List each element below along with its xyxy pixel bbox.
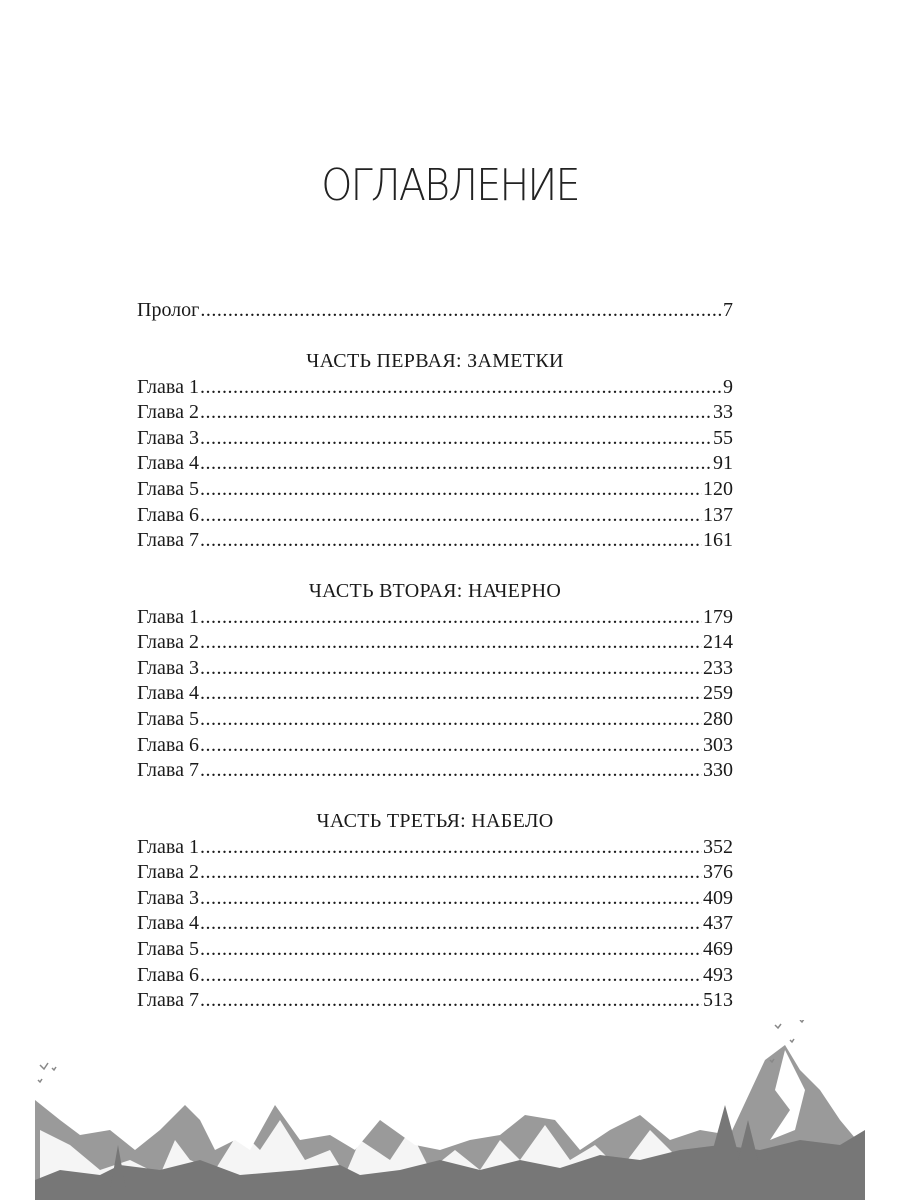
entry-page: 55: [713, 426, 733, 449]
toc-entry[interactable]: [137, 400, 733, 426]
toc-entry[interactable]: [137, 528, 733, 554]
dot-leader: [200, 605, 702, 631]
entry-page: 330: [703, 759, 733, 782]
dot-leader: [200, 528, 702, 554]
part-heading: ЧАСТЬ ТРЕТЬЯ: НАБЕЛО: [316, 810, 554, 832]
entry-page: 233: [703, 656, 733, 679]
dot-leader: [200, 886, 702, 912]
dot-leader: [200, 758, 702, 784]
entry-page: 91: [713, 452, 733, 475]
dot-leader: [200, 426, 712, 452]
toc-entry[interactable]: [137, 681, 733, 707]
entry-page: 120: [703, 477, 733, 500]
dot-leader: [200, 375, 722, 401]
toc-entry[interactable]: [137, 605, 733, 631]
dot-leader: [200, 963, 702, 989]
dot-leader: [200, 860, 702, 886]
entry-label: Глава 1: [137, 835, 199, 858]
entry-label: Глава 3: [137, 886, 199, 909]
entry-page: 280: [703, 707, 733, 730]
toc-entry[interactable]: [137, 937, 733, 963]
toc-entry[interactable]: [137, 911, 733, 937]
entry-label: Глава 3: [137, 656, 199, 679]
entry-page: 409: [703, 886, 733, 909]
entry-label: Глава 2: [137, 861, 199, 884]
entry-page: 137: [703, 503, 733, 526]
entry-label: Глава 4: [137, 912, 199, 935]
toc-entry[interactable]: [137, 656, 733, 682]
entry-page: 161: [703, 529, 733, 552]
toc-entry[interactable]: [137, 503, 733, 529]
entry-label: Глава 4: [137, 452, 199, 475]
dot-leader: [200, 630, 702, 656]
toc-entry[interactable]: [137, 860, 733, 886]
entry-page: 7: [723, 299, 733, 321]
toc-entry[interactable]: [137, 630, 733, 656]
entry-label: Глава 2: [137, 631, 199, 654]
entry-label: Глава 6: [137, 733, 199, 756]
toc-entry[interactable]: [137, 451, 733, 477]
toc-entry[interactable]: [137, 375, 733, 401]
dot-leader: [200, 911, 702, 937]
entry-page: 437: [703, 912, 733, 935]
toc-entry[interactable]: [137, 886, 733, 912]
toc-entry[interactable]: [137, 477, 733, 503]
dot-leader: [200, 451, 712, 477]
dot-leader: [200, 835, 702, 861]
entry-page: 469: [703, 937, 733, 960]
toc-entry[interactable]: [137, 426, 733, 452]
entry-page: 303: [703, 733, 733, 756]
part-heading: ЧАСТЬ ВТОРАЯ: НАЧЕРНО: [308, 580, 562, 602]
dot-leader: [200, 656, 702, 682]
entry-page: 513: [703, 989, 733, 1012]
entry-page: 376: [703, 861, 733, 884]
dot-leader: [200, 707, 702, 733]
dot-leader: [200, 733, 702, 759]
entry-label: Глава 6: [137, 503, 199, 526]
entry-page: 179: [703, 605, 733, 628]
entry-page: 493: [703, 963, 733, 986]
entry-label: Глава 5: [137, 937, 199, 960]
entry-page: 352: [703, 835, 733, 858]
dot-leader: [200, 400, 712, 426]
toc-entry[interactable]: [137, 707, 733, 733]
entry-label: Глава 7: [137, 759, 199, 782]
entry-page: 33: [713, 401, 733, 424]
toc-part-2: [137, 579, 733, 784]
toc-entry[interactable]: [137, 758, 733, 784]
entry-page: 214: [703, 631, 733, 654]
dot-leader: [200, 503, 702, 529]
toc-entry[interactable]: [137, 733, 733, 759]
dot-leader: [200, 477, 702, 503]
toc-part-1: [137, 349, 733, 554]
toc-entry[interactable]: [137, 835, 733, 861]
entry-page: 259: [703, 682, 733, 705]
toc-entry[interactable]: [137, 963, 733, 989]
page-title: ОГЛАВЛЕНИЕ: [321, 160, 579, 211]
entry-label: Глава 1: [137, 605, 199, 628]
entry-label: Глава 2: [137, 401, 199, 424]
dot-leader: [200, 937, 702, 963]
entry-label: Глава 7: [137, 529, 199, 552]
entry-page: 9: [723, 375, 733, 398]
dot-leader: [200, 681, 702, 707]
toc-prologue: [137, 298, 733, 324]
part-heading: ЧАСТЬ ПЕРВАЯ: ЗАМЕТКИ: [306, 350, 564, 372]
entry-label: Глава 5: [137, 477, 199, 500]
entry-label: Глава 7: [137, 989, 199, 1012]
entry-label: Глава 6: [137, 963, 199, 986]
entry-label: Глава 5: [137, 707, 199, 730]
dot-leader: [200, 298, 722, 324]
entry-label: Пролог: [137, 299, 200, 321]
toc-entry[interactable]: [137, 298, 733, 324]
entry-label: Глава 1: [137, 375, 199, 398]
entry-label: Глава 4: [137, 682, 199, 705]
dot-leader: [200, 988, 702, 1014]
toc-entry[interactable]: [137, 988, 733, 1014]
toc-part-3: [137, 809, 733, 1014]
entry-label: Глава 3: [137, 426, 199, 449]
mountain-illustration: [0, 1020, 900, 1200]
